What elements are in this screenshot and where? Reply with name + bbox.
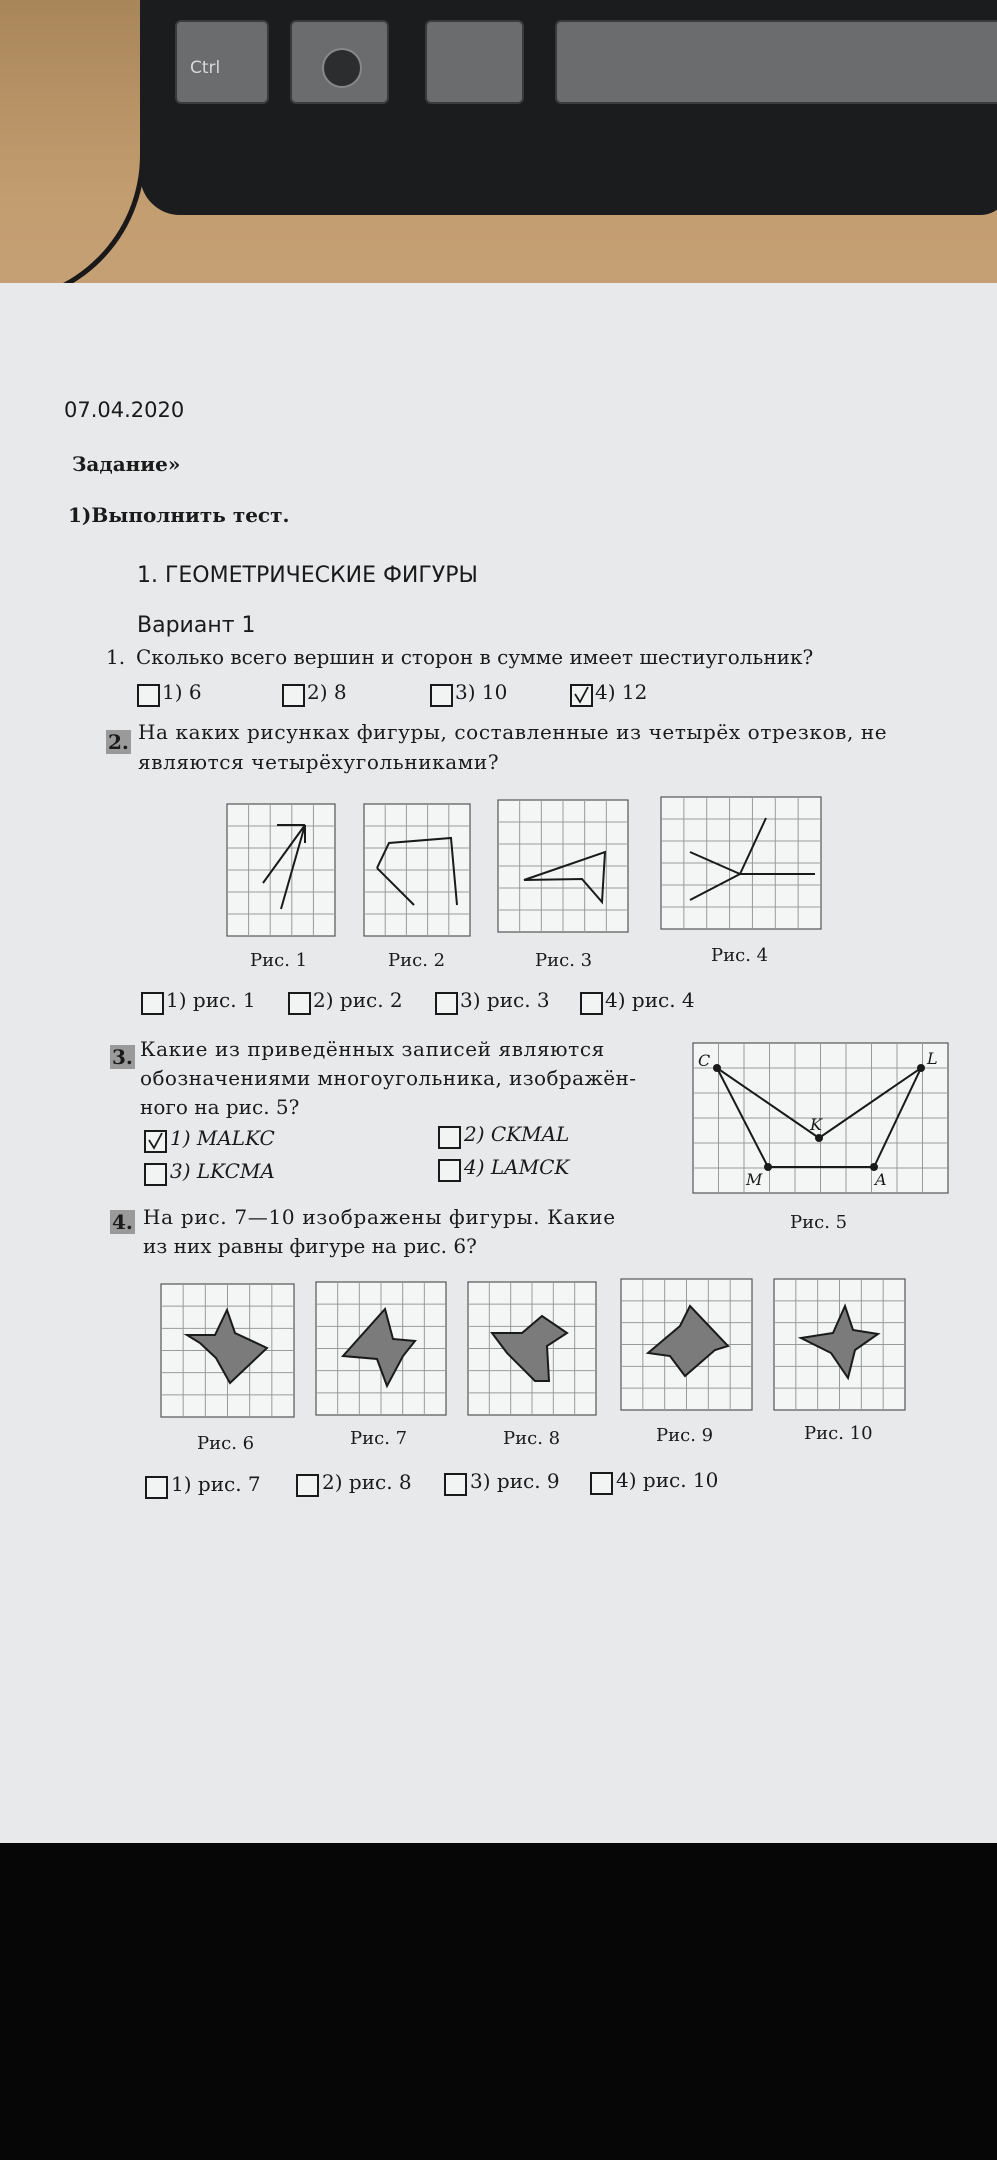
figure-2-caption: Рис. 2 xyxy=(388,950,446,971)
q2-text-line2: являются четырёхугольниками? xyxy=(138,750,500,774)
label-a: A xyxy=(875,1170,887,1189)
q1-option-1-checkbox[interactable] xyxy=(137,684,160,707)
figure-6-caption: Рис. 6 xyxy=(197,1433,255,1454)
q3-option-1: 1) MALKC xyxy=(170,1126,275,1150)
grid xyxy=(227,804,335,936)
q4-option-4-checkbox[interactable] xyxy=(590,1472,613,1495)
q4-option-4: 4) рис. 10 xyxy=(616,1468,719,1492)
variant-label: Вариант 1 xyxy=(137,613,256,638)
desk-background xyxy=(0,0,997,330)
figure-6 xyxy=(160,1283,295,1418)
figure-10-caption: Рис. 10 xyxy=(804,1423,873,1444)
q3-option-4: 4) LAMCK xyxy=(464,1155,570,1179)
figure-3-caption: Рис. 3 xyxy=(535,950,593,971)
q4-option-2-checkbox[interactable] xyxy=(296,1474,319,1497)
q4-option-1-checkbox[interactable] xyxy=(145,1476,168,1499)
vertex-c xyxy=(713,1064,721,1072)
figure-4 xyxy=(660,796,822,930)
q1-number: 1. xyxy=(106,645,126,669)
q1-option-4: 4) 12 xyxy=(595,680,648,704)
figure-1-caption: Рис. 1 xyxy=(250,950,308,971)
q4-text-line1: На рис. 7—10 изображены фигуры. Какие xyxy=(143,1205,616,1229)
figure-9-caption: Рис. 9 xyxy=(656,1425,714,1446)
figure-5-caption: Рис. 5 xyxy=(790,1212,848,1233)
q1-option-3: 3) 10 xyxy=(455,680,508,704)
q3-option-2-checkbox[interactable] xyxy=(438,1126,461,1149)
q2-option-2: 2) рис. 2 xyxy=(313,988,403,1012)
windows-logo-icon xyxy=(322,48,362,88)
q2-option-3: 3) рис. 3 xyxy=(460,988,550,1012)
q4-option-2: 2) рис. 8 xyxy=(322,1470,412,1494)
cable xyxy=(0,0,145,305)
q3-option-3-checkbox[interactable] xyxy=(144,1163,167,1186)
q2-number: 2. xyxy=(108,730,129,754)
figure-1 xyxy=(226,803,336,937)
q3-number: 3. xyxy=(112,1045,133,1069)
figure-10 xyxy=(773,1278,906,1411)
q2-option-4-checkbox[interactable] xyxy=(580,992,603,1015)
space-key xyxy=(555,20,997,104)
figure-7 xyxy=(315,1281,447,1416)
q3-text-line3: ного на рис. 5? xyxy=(140,1095,300,1119)
grid xyxy=(661,797,821,929)
checkmark-icon xyxy=(572,686,591,705)
vertex-m xyxy=(764,1163,772,1171)
q2-option-3-checkbox[interactable] xyxy=(435,992,458,1015)
q2-option-4: 4) рис. 4 xyxy=(605,988,695,1012)
label-l: L xyxy=(927,1049,938,1068)
figure-3 xyxy=(497,799,629,933)
figure-8 xyxy=(467,1281,597,1416)
q3-text-line1: Какие из приведённых записей являются xyxy=(140,1037,605,1061)
q2-option-2-checkbox[interactable] xyxy=(288,992,311,1015)
q1-option-4-checkbox[interactable] xyxy=(570,684,593,707)
q1-option-3-checkbox[interactable] xyxy=(430,684,453,707)
q1-text: Сколько всего вершин и сторон в сумме имеет шестиугольник? xyxy=(136,645,814,669)
checkmark-icon xyxy=(146,1132,165,1151)
q4-option-3-checkbox[interactable] xyxy=(444,1473,467,1496)
date: 07.04.2020 xyxy=(64,398,185,422)
task-label: Задание» xyxy=(72,452,181,476)
figure-9 xyxy=(620,1278,753,1411)
q3-option-2: 2) CKMAL xyxy=(464,1122,570,1146)
figure-5 xyxy=(692,1042,949,1194)
q4-option-3: 3) рис. 9 xyxy=(470,1469,560,1493)
figure-7-caption: Рис. 7 xyxy=(350,1428,408,1449)
figure-4-caption: Рис. 4 xyxy=(711,945,769,966)
q3-text-line2: обозначениями многоугольника, изображён- xyxy=(140,1066,637,1090)
q4-option-1: 1) рис. 7 xyxy=(171,1472,261,1496)
figure-8-caption: Рис. 8 xyxy=(503,1428,561,1449)
instruction: 1)Выполнить тест. xyxy=(68,503,290,527)
q3-option-1-checkbox[interactable] xyxy=(144,1130,167,1153)
label-m: M xyxy=(746,1170,763,1189)
q3-option-3: 3) LKCMA xyxy=(170,1159,275,1183)
q1-option-2: 2) 8 xyxy=(307,680,347,704)
q3-option-4-checkbox[interactable] xyxy=(438,1159,461,1182)
q1-option-1: 1) 6 xyxy=(162,680,202,704)
q4-text-line2: из них равны фигуре на рис. 6? xyxy=(143,1234,477,1258)
vertex-k xyxy=(815,1134,823,1142)
vertex-l xyxy=(917,1064,925,1072)
label-c: C xyxy=(698,1051,711,1070)
alt-key xyxy=(425,20,524,104)
label-k: K xyxy=(810,1115,822,1134)
ctrl-key-label: Ctrl xyxy=(190,58,221,78)
figure-2 xyxy=(363,803,471,937)
q2-option-1: 1) рис. 1 xyxy=(166,988,256,1012)
q4-number: 4. xyxy=(112,1210,133,1234)
q2-option-1-checkbox[interactable] xyxy=(141,992,164,1015)
test-title: 1. ГЕОМЕТРИЧЕСКИЕ ФИГУРЫ xyxy=(137,563,478,588)
dark-background xyxy=(0,1843,997,2160)
q2-text-line1: На каких рисунках фигуры, составленные из четырёх отрезков, не xyxy=(138,720,888,744)
q1-option-2-checkbox[interactable] xyxy=(282,684,305,707)
